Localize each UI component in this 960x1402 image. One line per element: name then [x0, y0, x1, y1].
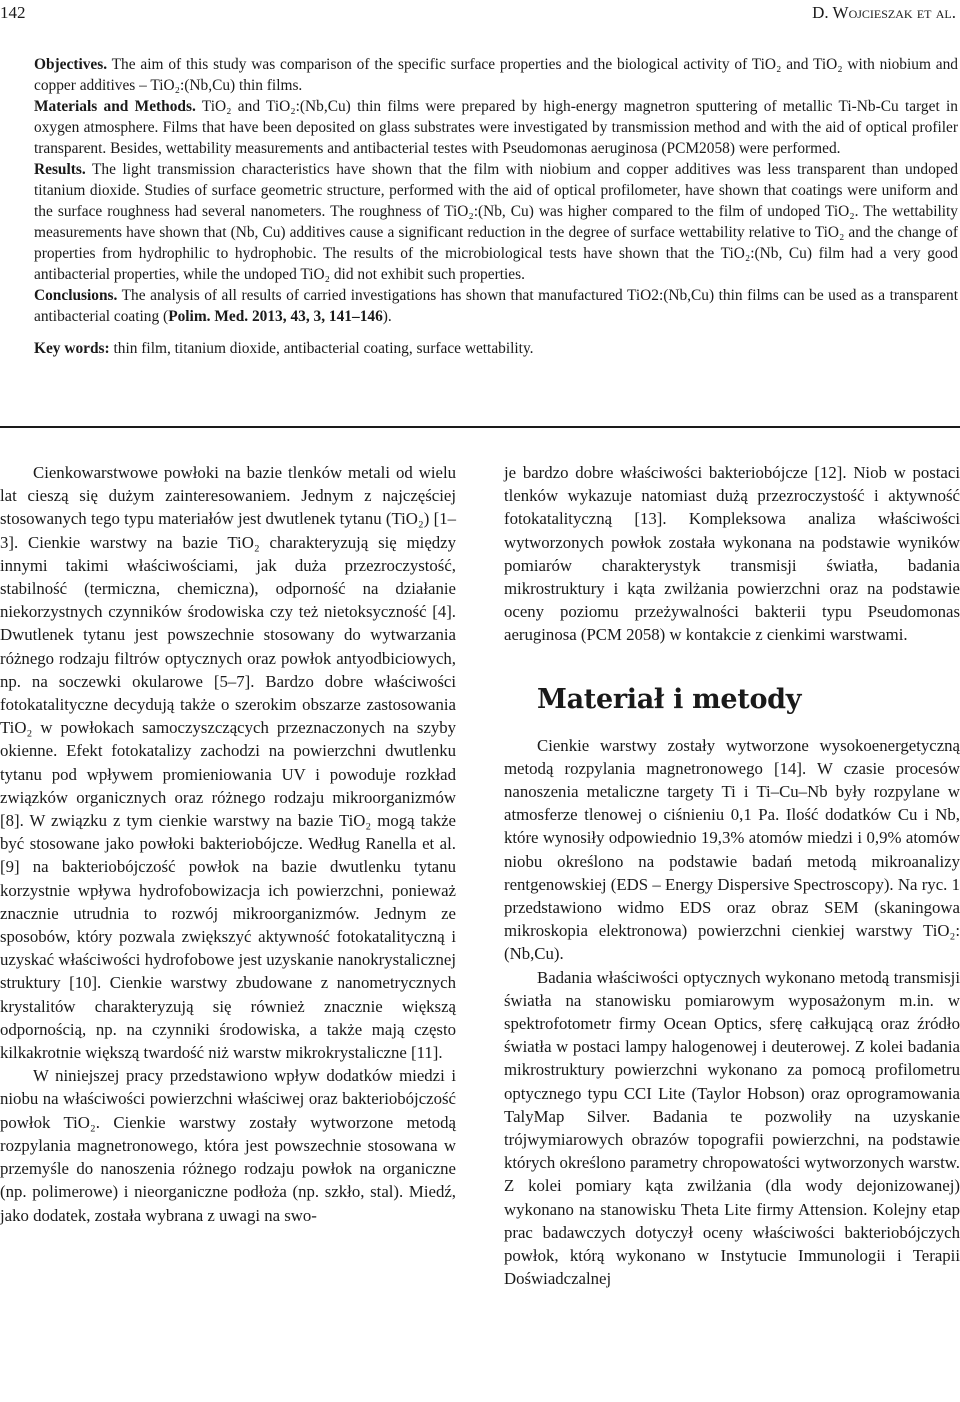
abstract-methods	[34, 96, 958, 159]
body-column-left	[0, 461, 456, 1227]
page-number: 142	[0, 3, 26, 22]
conclusions-end: ).	[382, 308, 392, 325]
abstract-objectives	[34, 54, 958, 96]
running-header	[0, 2, 960, 32]
body-paragraph: W niniejszej pracy przedstawiono wpływ dodatków miedzi i niobu na właściwości powierzchni właściwej oraz bakteriobójczość powłok TiO₂. Cienkie warstwy zostały wytworzone metodą rozpylania magnetronowego, która jest powszechnie stosowana w przemyśle do nanoszenia różnego rodzaju powłok na organiczne (np. polimerowe) i nieorganiczne podłoża (np. szkło, stal). Miedź, jako dodatek, została wybrana z uwagi na swo-	[0, 1066, 456, 1225]
running-authors: D. Wojcieszak et al.	[812, 3, 956, 22]
body-paragraph: Cienkie warstwy zostały wytworzone wysokoenergetyczną metodą rozpylania magnetronowego [14]. W czasie procesów nanoszenia metaliczne targety Ti i Ti–Cu–Nb były rozpylane w atmosferze tlenowej o ciśnieniu 0,1 Pa. Ilość dodatków Cu i Nb, które wynosiły odpowiednio 19,3% atomów miedzi i 0,9% atomów niobu określono na podstawie badań metodą mikroanalizy rentgenowskiej (EDS – Energy Dispersive Spectroscopy). Na ryc. 1 przedstawiono widmo EDS oraz obraz SEM (skaningowa mikroskopia elektronowa) powierzchni cienkiej warstwy TiO₂:(Nb,Cu).	[504, 735, 960, 964]
objectives-text: The aim of this study was comparison of the specific surface properties and the biological activity of TiO₂ and TiO₂ with niobium and copper additives – TiO₂:(Nb,Cu) thin films.	[34, 56, 958, 94]
keywords-label: Key words:	[34, 340, 110, 357]
abstract-conclusions	[34, 285, 958, 327]
results-label: Results.	[34, 161, 86, 178]
body-paragraph: Badania właściwości optycznych wykonano metodą transmisji światła na stanowisku pomiarowym wyposażonym m.in. w spektrofotometr firmy Ocean Optics, sferę całkującą oraz źródło światła w postaci lampy halogenowej i deuterowej. Z kolei badania mikrostruktury powierzchni wykonano za pomocą profilometru optycznego typu CCI Lite (Taylor Hobson) oraz oprogramowania TalyMap Silver. Badania te pozwoliły na uzyskanie trójwymiarowych obrazów topografii powierzchni, na podstawie których określono parametry chropowatości wytworzonych warstw. Z kolei pomiary kąta zwilżania (dla wody dejonizowanej) wykonano na stanowisku Theta Lite firmy Attension. Kolejny etap prac badawczych dotyczył oceny właściwości bakteriobójczych powłok, którą wykonano w Instytucie Immunologii i Terapii Doświadczalnej	[504, 967, 960, 1289]
results-text: The light transmission characteristics have shown that the film with niobium and copper additives was less transparent than undoped titanium dioxide. Studies of surface geometric structure, performed with the aid of optical profilometer, have shown that coatings were uniform and the surface roughness had several nanometers. The roughness of TiO₂:(Nb, Cu) was higher compared to the film of undoped TiO₂. The wettability measurements have shown that (Nb, Cu) additives cause a significant reduction in the degree of surface wettability relative to TiO₂ and the change of properties from hydrophilic to hydrophobic. The results of the microbiological tests have shown that the TiO₂:(Nb, Cu) film had a very good antibacterial properties, while the undoped TiO₂ did not exhibit such properties.	[34, 161, 958, 283]
section-heading: Materiał i metody	[537, 683, 802, 715]
abstract-results	[34, 159, 958, 285]
abstract-keywords	[34, 338, 958, 359]
body-paragraph: Cienkowarstwowe powłoki na bazie tlenków metali od wielu lat cieszą się dużym zainteresowaniem. Jednym z najczęściej stosowanych tego typu materiałów jest dwutlenek tytanu (TiO₂) [1–3]. Cienkie warstwy na bazie TiO₂ charakteryzują się między innymi takimi właściwościami, jak duża przezroczystość, stabilność (termiczna, chemiczna), odporność na działanie niekorzystnych czynników środowiska czy też nietoksyczność [4]. Dwutlenek tytanu jest powszechnie stosowany do wytwarzania różnego rodzaju filtrów optycznych oraz powłok antyodbiciowych, np. na soczewki okularowe [5–7]. Bardzo dobre właściwości fotokatalityczne decydują także o szerokim obszarze zastosowania TiO₂ w powłokach samoczyszczących przeznaczonych na szyby okienne. Efekt fotokatalizy zachodzi na powierzchni dwutlenku tytanu pod wpływem promieniowania UV i powoduje rozkład związków organicznych oraz różnego rodzaju mikroorganizmów [8]. W związku z tym cienkie warstwy na bazie TiO₂ mogą także być stosowane jako powłoki bakteriobójcze. Według Ranella et al. [9] na bakteriobójczość powłok na bazie dwutlenku tytanu korzystnie wpływa hydrofobowizacja ich powierzchni, ponieważ znacznie utrudnia to rozwój mikroorganizmów. Jednym ze sposobów, który pozwala zwiększyć aktywność fotokatalityczną i uzyskać właściwości hydrofobowe jest uzyskanie nanokrystalicznej struktury [10]. Cienkie warstwy zbudowane z nanometrycznych krystalitów charakteryzują się również znacznie większą odpornością, np. na czynniki środowiska, a także mają często kilkakrotnie większą twardość niż warstw mikrokrystaliczne [11].	[0, 463, 456, 1063]
abstract	[34, 54, 958, 359]
conclusions-label: Conclusions.	[34, 287, 118, 304]
journal-citation: Polim. Med. 2013, 43, 3, 141–146	[168, 308, 383, 325]
conclusions-text: The analysis of all results of carried investigations has shown that manufactured TiO2:(Nb,Cu) thin films can be used as a transparent antibacterial coating (	[34, 287, 958, 325]
body-column-right	[504, 461, 960, 1291]
keywords-text: thin film, titanium dioxide, antibacterial coating, surface wettability.	[109, 340, 534, 357]
methods-text: TiO₂ and TiO₂:(Nb,Cu) thin films were prepared by high-energy magnetron sputtering of metallic Ti-Nb-Cu target in oxygen atmosphere. Films that have been deposited on glass substrates were investigated by transmission method and with the aid of optical profiler transparent. Besides, wettability measurements and antibacterial testes with Pseudomonas aeruginosa (PCM2058) were performed.	[34, 98, 959, 157]
methods-label: Materials and Methods.	[34, 98, 196, 115]
objectives-label: Objectives.	[34, 56, 108, 73]
body-paragraph: je bardzo dobre właściwości bakteriobójcze [12]. Niob w postaci tlenków wykazuje natomiast dużą przezroczystość i aktywność fotokatalityczną [13]. Kompleksowa analiza właściwości wytworzonych powłok została wykonana na podstawie wyników pomiarów charakterystyk transmisji światła, badania mikrostruktury i kąta zwilżania powierzchni oraz na podstawie oceny poziomu przeżywalności bakterii typu Pseudomonas aeruginosa (PCM 2058) w kontakcie z cienkimi warstwami.	[504, 463, 960, 645]
abstract-divider	[0, 426, 960, 428]
